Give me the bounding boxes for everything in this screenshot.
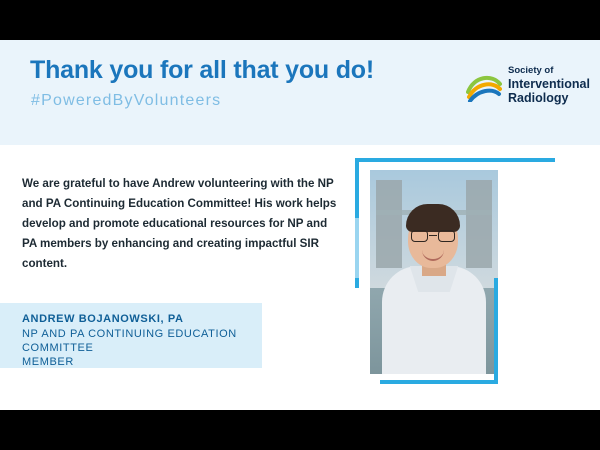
sir-logo — [466, 65, 590, 118]
volunteer-photo — [370, 170, 498, 374]
page-title: Thank you for all that you do! — [30, 56, 375, 84]
sir-logo-line2: Interventional — [508, 76, 590, 91]
sir-logo-mark-icon — [466, 70, 502, 102]
volunteer-role-line1: NP AND PA CONTINUING EDUCATION — [22, 328, 237, 340]
sir-logo-text — [508, 66, 590, 105]
glasses-bridge — [429, 235, 437, 236]
glasses-icon — [411, 230, 455, 242]
header-band — [0, 40, 600, 145]
photo-person-hair — [406, 204, 460, 232]
glasses-lens-right — [438, 230, 455, 242]
volunteer-role-line2: COMMITTEE — [22, 341, 94, 354]
sir-logo-line3: Radiology — [508, 90, 569, 105]
frame-top-bar — [355, 158, 555, 162]
frame-right-bar — [494, 278, 498, 384]
hashtag-text: #PoweredByVolunteers — [31, 92, 222, 109]
slide-card — [0, 40, 600, 410]
frame-left-bar-light — [355, 218, 359, 278]
photo-bridge-tower-left — [376, 180, 402, 268]
attribution-block — [0, 303, 262, 368]
photo-bridge-tower-right — [466, 180, 492, 268]
attribution-inner — [22, 313, 237, 369]
volunteer-name: ANDREW BOJANOWSKI, PA — [22, 313, 184, 325]
frame-bottom-bar — [380, 380, 498, 384]
sir-logo-line1: Society of — [508, 65, 554, 76]
photo-frame — [345, 158, 575, 386]
body-paragraph: We are grateful to have Andrew volunteering with the NP and PA Continuing Education Committee! His work helps develop and promote educational resources for NP and PA members by enhancing and creating impactful SIR content. — [22, 177, 337, 270]
glasses-lens-left — [411, 230, 428, 242]
volunteer-role-line3: MEMBER — [22, 355, 74, 368]
